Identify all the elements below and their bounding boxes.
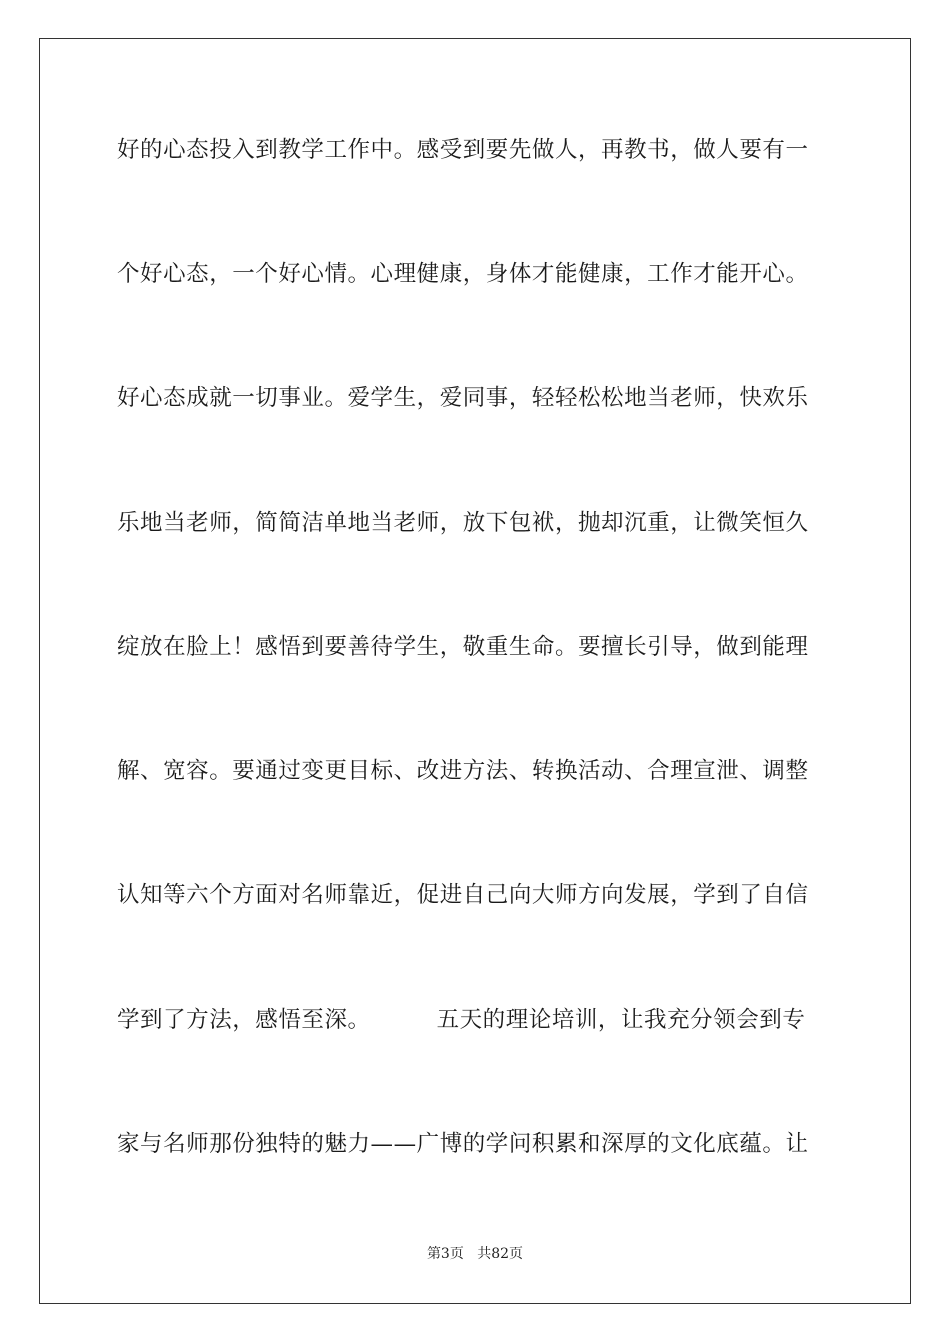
body-text-line-2: 个好心态，一个好心情。心理健康，身体才能健康，工作才能开心。 [117,261,809,287]
body-text-line-3: 好心态成就一切事业。爱学生，爱同事，轻轻松松地当老师，快欢乐 [117,385,809,411]
page-footer [0,1244,950,1264]
body-text-line-8 [117,1005,833,1035]
page-total: 共82页 [477,1246,524,1262]
body-text-line-6: 解、宽容。要通过变更目标、改进方法、转换活动、合理宣泄、调整 [117,758,809,784]
body-text-line-7: 认知等六个方面对名师靠近，促进自己向大师方向发展，学到了自信 [117,882,809,908]
body-text-line-8-end: 五天的理论培训，让我充分领会到专 [436,1007,806,1033]
footer-spacer [464,1246,477,1262]
body-text-line-5: 绽放在脸上！感悟到要善待学生，敬重生命。要擅长引导，做到能理 [117,634,809,660]
page-number: 第3页 [426,1246,464,1262]
body-text-line-4: 乐地当老师，简简洁单地当老师，放下包袱，抛却沉重，让微笑恒久 [117,510,809,536]
body-text-line-1: 好的心态投入到教学工作中。感受到要先做人，再教书，做人要有一 [117,137,809,163]
page-border [39,38,911,1304]
body-text-line-8-start: 学到了方法，感悟至深。 [117,1007,371,1033]
body-text-line-9: 家与名师那份独特的魅力——广博的学问积累和深厚的文化底蕴。让 [117,1131,809,1157]
